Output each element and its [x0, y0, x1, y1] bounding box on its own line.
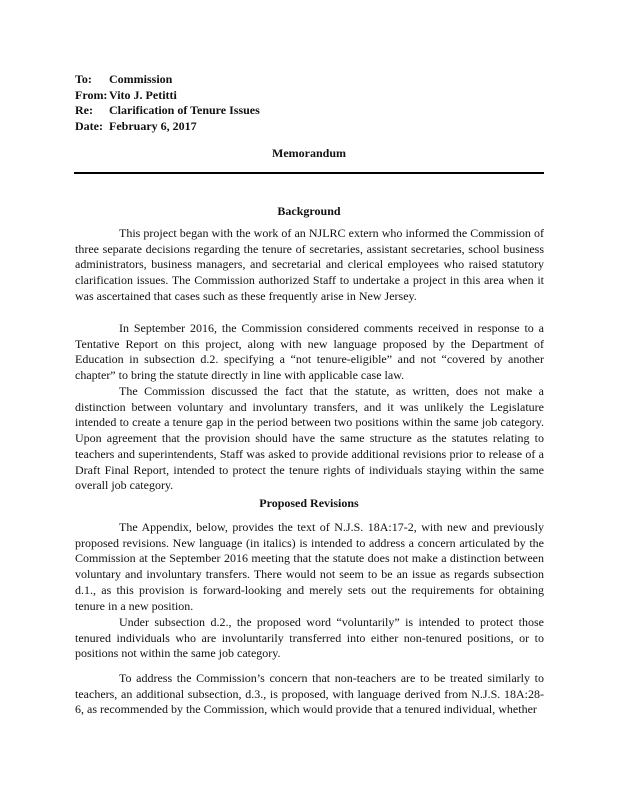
proposed-paragraph-1: The Appendix, below, provides the text of N.J.S. 18A:17-2, with new and previously proposed revisions. New language (in italics) is intended to address a concern articulated by the Commission at the September 2016 meeting that the statute does not make a distinction between voluntary and involuntary transfers. There would not seem to be an issue as regards subsection d.1., as this provision is forward-looking and merely sets out the requirements for obtaining tenure in a new position.: [75, 520, 544, 613]
background-paragraph-1: This project began with the work of an NJLRC extern who informed the Commission of three separate decisions regarding the tenure of secretaries, assistant secretaries, school business administrators, business managers, and secretarial and clerical employees who raised statutory clarification issues. The Commission authorized Staff to undertake a project in this area when it was ascertained that cases such as these frequently arise in New Jersey.: [75, 226, 544, 303]
memo-title: Memorandum: [272, 146, 346, 160]
to-value: Commission: [109, 72, 173, 86]
re-value: Clarification of Tenure Issues: [109, 103, 260, 117]
background-paragraph-3: The Commission discussed the fact that the statute, as written, does not make a distinction between voluntary and involuntary transfers, and it was unlikely the Legislature intended to create a tenure gap in the period between two positions within the same job category. Upon agreement that the provision should have the same structure as the statutes relating to teachers and superintendents, Staff was asked to provide additional revisions prior to release of a Draft Final Report, intended to protect the tenure rights of individuals staying within the same overall job category.: [75, 384, 544, 493]
background-heading: Background: [277, 204, 341, 218]
proposed-paragraph-3: To address the Commission’s concern that non-teachers are to be treated similarly to teachers, an additional subsection, d.3., is proposed, with language derived from N.J.S. 18A:28-6, as recommended by the Commission, which would provide that a tenured individual, whether: [75, 671, 544, 717]
re-label: Re:: [75, 103, 93, 117]
to-row: [75, 72, 260, 88]
from-value: Vito J. Petitti: [109, 87, 177, 102]
proposed-revisions-heading: Proposed Revisions: [259, 496, 359, 510]
date-label: Date:: [75, 118, 103, 133]
from-label: From:: [75, 87, 108, 102]
proposed-paragraph-2: Under subsection d.2., the proposed word “voluntarily” is intended to protect those tenured individuals who are involuntarily transferred into either non-tenured positions, or to positions not within the same job category.: [75, 615, 544, 661]
date-value: February 6, 2017: [109, 118, 197, 133]
from-row: [75, 88, 260, 104]
to-label: To:: [75, 72, 92, 86]
re-row: [75, 103, 260, 119]
memo-header: [75, 72, 260, 134]
header-divider: [74, 172, 544, 174]
date-row: [75, 119, 260, 135]
background-paragraph-2: In September 2016, the Commission considered comments received in response to a Tentative Report on this project, along with new language proposed by the Department of Education in subsection d.2. specifying a “not tenure-eligible” and not “covered by another chapter” to bring the statute directly in line with applicable case law.: [75, 321, 544, 383]
